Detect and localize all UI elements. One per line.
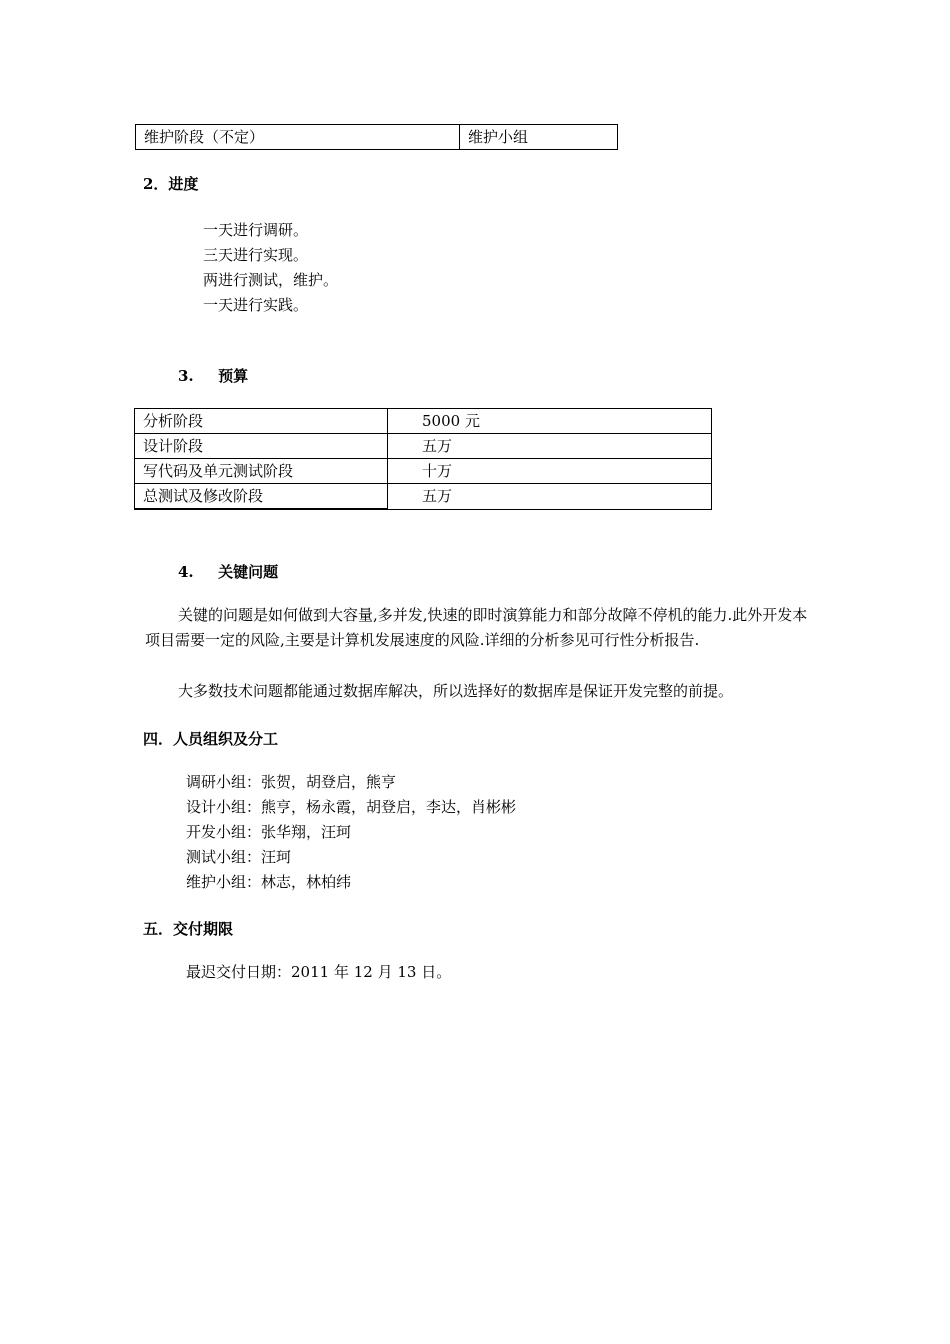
key-issues-paragraph: 大多数技术问题都能通过数据库解决，所以选择好的数据库是保证开发完整的前提。 <box>178 682 734 700</box>
schedule-list <box>203 218 338 318</box>
table-row <box>136 125 618 150</box>
budget-amount-cell: 五万 <box>388 484 712 510</box>
budget-phase-cell: 设计阶段 <box>135 434 388 459</box>
staff-heading: 四．人员组织及分工 <box>143 730 279 748</box>
staff-list <box>186 770 516 895</box>
list-item: 调研小组：张贺，胡登启，熊亨 <box>186 773 397 791</box>
budget-phase-cell: 总测试及修改阶段 <box>135 484 388 510</box>
list-item: 开发小组：张华翔，汪珂 <box>186 823 352 841</box>
list-item: 两进行测试，维护。 <box>203 271 339 289</box>
list-item: 维护小组：林志，林柏纬 <box>186 873 352 891</box>
budget-phase-cell: 分析阶段 <box>135 409 388 434</box>
key-issues-paragraph: 关键的问题是如何做到大容量,多并发,快速的即时演算能力和部分故障不停机的能力.此外开发本项目需要一定的风险,主要是计算机发展速度的风险.详细的分析参见可行性分析报告. <box>145 606 808 649</box>
key-issues-heading-number: 4. <box>178 563 194 581</box>
key-issues-heading <box>178 562 278 582</box>
table-row <box>135 409 712 434</box>
budget-amount-cell: 十万 <box>388 459 712 484</box>
group-cell: 维护小组 <box>460 125 618 150</box>
key-issues-heading-text: 关键问题 <box>218 563 279 581</box>
delivery-heading: 五．交付期限 <box>143 920 234 938</box>
table-row <box>135 459 712 484</box>
list-item: 三天进行实现。 <box>203 246 309 264</box>
list-item: 一天进行实践。 <box>203 296 309 314</box>
budget-heading <box>178 366 248 386</box>
list-item: 设计小组：熊亨，杨永霞，胡登启，李达，肖彬彬 <box>186 798 517 816</box>
schedule-heading: 2．进度 <box>143 175 199 193</box>
list-item: 测试小组：汪珂 <box>186 848 292 866</box>
budget-table <box>134 408 712 510</box>
maintenance-table <box>135 124 618 150</box>
budget-amount-cell: 5000 元 <box>388 409 712 434</box>
budget-amount-cell: 五万 <box>388 434 712 459</box>
budget-heading-text: 预算 <box>218 367 249 385</box>
phase-cell: 维护阶段（不定） <box>136 125 460 150</box>
table-row <box>135 434 712 459</box>
budget-heading-number: 3. <box>178 367 194 385</box>
table-row <box>135 484 712 510</box>
delivery-date: 最迟交付日期：2011 年 12 月 13 日。 <box>186 963 452 981</box>
budget-phase-cell: 写代码及单元测试阶段 <box>135 459 388 484</box>
list-item: 一天进行调研。 <box>203 221 309 239</box>
